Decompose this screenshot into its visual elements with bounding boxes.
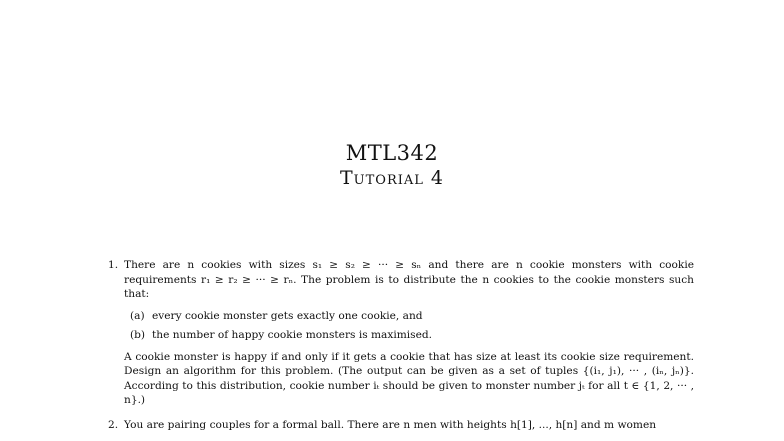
condition-item [130, 328, 694, 343]
problem-body [124, 258, 694, 408]
problem-2 [108, 418, 694, 433]
problem-outro: A cookie monster is happy if and only if it gets a cookie that has size at least its cookie size requirement. Design an algorithm for this problem. (The output can be given as a set of tuples {(i₁, j₁), ··· , (iₙ, jₙ)}. According to this distribution, cookie number iₜ should be given to monster number jₜ for all t ∈ {1, 2, ··· , n}.) [124, 350, 694, 406]
tutorial-title: Tutorial 4 [339, 167, 445, 189]
condition-list [130, 309, 694, 343]
condition-text: every cookie monster gets exactly one cookie, and [152, 309, 423, 322]
problem-1 [108, 258, 694, 408]
condition-label: (b) [130, 329, 146, 341]
problem-number: 1. [108, 259, 119, 271]
problem-intro: There are n cookies with sizes s₁ ≥ s₂ ≥ ··· ≥ sₙ and there are n cookie monsters with cookie requirements r₁ ≥ r₂ ≥ ··· ≥ rₙ. The problem is to distribute the n cookies to the cookie monsters such that: [124, 259, 694, 300]
problem-intro: You are pairing couples for a formal ball. There are n men with heights h[1], ..., h[n] and m women [124, 418, 657, 431]
condition-label: (a) [130, 309, 145, 322]
problem-list [108, 258, 694, 432]
condition-item [130, 309, 694, 324]
problem-body [124, 418, 694, 433]
problem-number: 2. [108, 418, 119, 431]
title-block [0, 140, 784, 190]
course-code: MTL342 [345, 141, 439, 165]
condition-text: the number of happy cookie monsters is maximised. [152, 329, 433, 341]
